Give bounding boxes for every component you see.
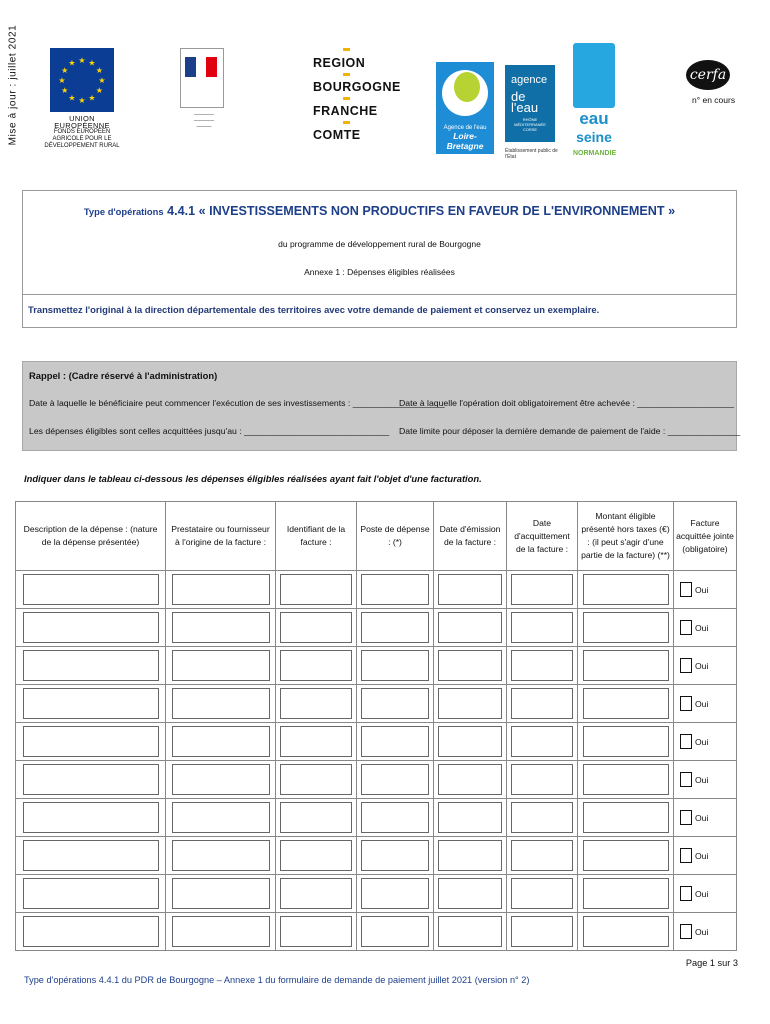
checkbox-label: Oui xyxy=(695,622,709,633)
table-cell xyxy=(357,723,434,761)
amount-field[interactable] xyxy=(583,574,669,605)
table-cell xyxy=(357,609,434,647)
checkbox-icon[interactable] xyxy=(680,924,692,939)
table-cell xyxy=(674,913,737,951)
table-cell xyxy=(16,609,166,647)
agence-rmc-caption: Établissement public de l'État xyxy=(505,148,558,160)
paid-date-field[interactable] xyxy=(511,764,573,795)
description-field[interactable] xyxy=(23,574,159,605)
eu-star-icon: ★ xyxy=(61,86,69,95)
table-cell xyxy=(357,799,434,837)
issue-date-field[interactable] xyxy=(438,612,502,643)
table-cell xyxy=(578,837,674,875)
paid-date-field[interactable] xyxy=(511,574,573,605)
table-cell xyxy=(276,875,357,913)
eu-star-icon: ★ xyxy=(88,58,96,68)
supplier-field[interactable] xyxy=(172,574,270,605)
eu-caption-sub: FONDS EUROPÉEN AGRICOLE POUR LE DÉVELOPPEMENT RURAL xyxy=(44,129,120,149)
invoice-attached-checkbox[interactable] xyxy=(674,772,736,787)
eu-star-icon: ★ xyxy=(88,93,96,103)
eu-caption xyxy=(42,115,122,150)
issue-date-field[interactable] xyxy=(438,802,502,833)
table-cell xyxy=(507,913,578,951)
issue-date-field[interactable] xyxy=(438,650,502,681)
table-cell xyxy=(357,761,434,799)
amount-field[interactable] xyxy=(583,764,669,795)
checkbox-label: Oui xyxy=(695,774,709,785)
amount-field[interactable] xyxy=(583,688,669,719)
checkbox-label: Oui xyxy=(695,888,709,899)
checkbox-label: Oui xyxy=(695,660,709,671)
table-cell xyxy=(16,761,166,799)
checkbox-icon[interactable] xyxy=(680,658,692,673)
table-cell xyxy=(507,875,578,913)
supplier-field[interactable] xyxy=(172,726,270,757)
description-field[interactable] xyxy=(23,764,159,795)
paid-date-field[interactable] xyxy=(511,688,573,719)
invoice-attached-checkbox[interactable] xyxy=(674,810,736,825)
supplier-field[interactable] xyxy=(172,650,270,681)
supplier-field[interactable] xyxy=(172,612,270,643)
table-row xyxy=(16,761,737,799)
table-header-row xyxy=(16,502,737,571)
invoice-id-field[interactable] xyxy=(280,650,352,681)
footer-text: Type d'opérations 4.4.1 du PDR de Bourgogne – Annexe 1 du formulaire de demande de paiement juillet 2021 (version n° 2) xyxy=(24,975,530,985)
table-cell xyxy=(578,685,674,723)
table-cell xyxy=(434,609,507,647)
description-field[interactable] xyxy=(23,726,159,757)
checkbox-label: Oui xyxy=(695,850,709,861)
eu-star-icon: ★ xyxy=(98,76,106,85)
republique-francaise-logo xyxy=(180,48,224,108)
table-cell xyxy=(166,761,276,799)
table-cell xyxy=(166,837,276,875)
table-cell xyxy=(674,837,737,875)
table-cell xyxy=(674,723,737,761)
table-cell xyxy=(507,723,578,761)
table-cell xyxy=(357,837,434,875)
table-cell xyxy=(578,799,674,837)
expense-item-field[interactable] xyxy=(361,688,429,719)
table-cell xyxy=(166,723,276,761)
rappel-title: Rappel : (Cadre réservé à l'administration) xyxy=(29,370,218,381)
checkbox-icon[interactable] xyxy=(680,696,692,711)
table-cell xyxy=(578,571,674,609)
issue-date-field[interactable] xyxy=(438,840,502,871)
checkbox-icon[interactable] xyxy=(680,886,692,901)
table-cell xyxy=(434,799,507,837)
table-row xyxy=(16,609,737,647)
amount-field[interactable] xyxy=(583,612,669,643)
eu-star-icon: ★ xyxy=(95,66,103,75)
paid-date-field[interactable] xyxy=(511,916,573,947)
table-cell xyxy=(434,647,507,685)
eu-star-icon: ★ xyxy=(68,93,76,103)
table-cell xyxy=(16,685,166,723)
table-cell xyxy=(276,609,357,647)
col-expense-item-header: Poste de dépense : (*) xyxy=(357,502,434,571)
table-cell xyxy=(166,571,276,609)
rappel-admin-box xyxy=(22,361,741,451)
table-cell xyxy=(16,647,166,685)
expense-item-field[interactable] xyxy=(361,878,429,909)
table-cell xyxy=(276,685,357,723)
invoice-id-field[interactable] xyxy=(280,916,352,947)
description-field[interactable] xyxy=(23,840,159,871)
paid-date-field[interactable] xyxy=(511,650,573,681)
amount-field[interactable] xyxy=(583,650,669,681)
table-cell xyxy=(434,875,507,913)
table-cell xyxy=(507,685,578,723)
col-invoice-attached-header: Facture acquittée jointe (obligatoire) xyxy=(674,502,737,571)
table-cell xyxy=(578,647,674,685)
expense-item-field[interactable] xyxy=(361,764,429,795)
table-row xyxy=(16,647,737,685)
col-description-header: Description de la dépense : (nature de la dépense présentée) xyxy=(16,502,166,571)
table-cell xyxy=(276,799,357,837)
checkbox-icon[interactable] xyxy=(680,848,692,863)
checkbox-label: Oui xyxy=(695,926,709,937)
start-date-line: Date à laquelle le bénéficiaire peut commencer l'exécution de ses investissements : ___________________ xyxy=(29,398,445,408)
supplier-field[interactable] xyxy=(172,878,270,909)
eu-caption-title: UNION EUROPÉENNE xyxy=(54,114,110,130)
table-cell xyxy=(507,609,578,647)
checkbox-icon[interactable] xyxy=(680,810,692,825)
expense-item-field[interactable] xyxy=(361,802,429,833)
table-cell xyxy=(578,913,674,951)
agence-eau-loire-bretagne-logo: Agence de l'eau Loire-Bretagne xyxy=(436,62,494,154)
issue-date-field[interactable] xyxy=(438,726,502,757)
supplier-field[interactable] xyxy=(172,802,270,833)
invoice-id-field[interactable] xyxy=(280,574,352,605)
table-cell xyxy=(578,609,674,647)
invoice-attached-checkbox[interactable] xyxy=(674,658,736,673)
table-row xyxy=(16,913,737,951)
paid-until-line: Les dépenses éligibles sont celles acquittées jusqu'au : ______________________________ xyxy=(29,426,390,436)
table-cell xyxy=(276,647,357,685)
invoice-id-field[interactable] xyxy=(280,726,352,757)
table-instruction: Indiquer dans le tableau ci-dessous les dépenses éligibles réalisées ayant fait l'objet d'une facturation. xyxy=(24,473,482,484)
invoice-attached-checkbox[interactable] xyxy=(674,734,736,749)
amount-field[interactable] xyxy=(583,840,669,871)
table-cell xyxy=(507,799,578,837)
transmit-instruction: Transmettez l'original à la direction départementale des territoires avec votre demande de paiement et conservez un exemplaire. xyxy=(28,304,600,315)
col-supplier-header: Prestataire ou fournisseur à l'origine de la facture : xyxy=(166,502,276,571)
supplier-field[interactable] xyxy=(172,916,270,947)
table-cell xyxy=(166,609,276,647)
invoice-id-field[interactable] xyxy=(280,878,352,909)
table-cell xyxy=(507,571,578,609)
paid-date-field[interactable] xyxy=(511,840,573,871)
invoice-attached-checkbox[interactable] xyxy=(674,924,736,939)
cerfa-number: n° en cours xyxy=(692,95,736,105)
table-cell xyxy=(166,913,276,951)
eu-star-icon: ★ xyxy=(78,56,86,65)
table-cell xyxy=(578,761,674,799)
region-bourgogne-franche-comte-logo: REGION BOURGOGNE FRANCHE COMTE xyxy=(305,48,405,148)
table-cell xyxy=(357,571,434,609)
form-title: Type d'opérations 4.4.1 « INVESTISSEMENTS NON PRODUCTIFS EN FAVEUR DE L'ENVIRONNEMENT » xyxy=(83,204,676,218)
checkbox-label: Oui xyxy=(695,698,709,709)
table-cell xyxy=(434,913,507,951)
expense-item-field[interactable] xyxy=(361,840,429,871)
table-row xyxy=(16,723,737,761)
table-cell xyxy=(276,837,357,875)
paid-date-field[interactable] xyxy=(511,802,573,833)
ministry-caption: ———— ———— ——— xyxy=(194,112,214,130)
eau-seine-normandie-logo: eau seine NORMANDIE xyxy=(573,43,615,167)
table-cell xyxy=(578,875,674,913)
table-cell xyxy=(434,723,507,761)
table-row xyxy=(16,799,737,837)
issue-date-field[interactable] xyxy=(438,764,502,795)
expense-item-field[interactable] xyxy=(361,574,429,605)
col-paid-date-header: Date d'acquittement de la facture : xyxy=(507,502,578,571)
eu-flag-logo xyxy=(50,48,114,112)
update-stamp: Mise à jour : juillet 2021 xyxy=(7,24,19,146)
table-cell xyxy=(507,837,578,875)
table-cell xyxy=(434,761,507,799)
col-issue-date-header: Date d'émission de la facture : xyxy=(434,502,507,571)
checkbox-label: Oui xyxy=(695,812,709,823)
expense-item-field[interactable] xyxy=(361,650,429,681)
amount-field[interactable] xyxy=(583,916,669,947)
description-field[interactable] xyxy=(23,802,159,833)
table-cell xyxy=(16,799,166,837)
annex-title: Annexe 1 : Dépenses éligibles réalisées xyxy=(304,267,455,277)
table-row xyxy=(16,685,737,723)
description-field[interactable] xyxy=(23,878,159,909)
table-cell xyxy=(507,761,578,799)
invoice-id-field[interactable] xyxy=(280,802,352,833)
amount-field[interactable] xyxy=(583,726,669,757)
invoice-id-field[interactable] xyxy=(280,688,352,719)
table-cell xyxy=(276,913,357,951)
col-amount-header: Montant éligible présenté hors taxes (€) : (il peut s'agir d'une partie de la facture) (**) xyxy=(578,502,674,571)
description-field[interactable] xyxy=(23,688,159,719)
page-number: Page 1 sur 3 xyxy=(685,958,738,968)
checkbox-icon[interactable] xyxy=(680,772,692,787)
agence-eau-rmc-logo: agence de l'eau RHÔNE MÉDITERRANÉE CORSE xyxy=(505,65,555,142)
table-cell xyxy=(16,875,166,913)
checkbox-icon[interactable] xyxy=(680,734,692,749)
paid-date-field[interactable] xyxy=(511,726,573,757)
table-cell xyxy=(674,875,737,913)
eu-star-icon: ★ xyxy=(61,66,69,75)
table-cell xyxy=(507,647,578,685)
checkbox-icon[interactable] xyxy=(680,620,692,635)
issue-date-field[interactable] xyxy=(438,688,502,719)
expense-item-field[interactable] xyxy=(361,726,429,757)
table-row xyxy=(16,837,737,875)
invoice-attached-checkbox[interactable] xyxy=(674,848,736,863)
cerfa-logo: cerfa xyxy=(686,60,730,90)
table-cell xyxy=(674,761,737,799)
col-invoice-id-header: Identifiant de la facture : xyxy=(276,502,357,571)
eu-star-icon: ★ xyxy=(58,76,66,85)
table-cell xyxy=(166,685,276,723)
table-cell xyxy=(276,723,357,761)
supplier-field[interactable] xyxy=(172,688,270,719)
table-cell xyxy=(674,685,737,723)
table-cell xyxy=(16,837,166,875)
end-date-line: Date à laquelle l'opération doit obligatoirement être achevée : ____________________ xyxy=(399,398,734,408)
table-cell xyxy=(674,609,737,647)
paid-date-field[interactable] xyxy=(511,878,573,909)
table-cell xyxy=(674,571,737,609)
table-cell xyxy=(357,875,434,913)
invoice-attached-checkbox[interactable] xyxy=(674,582,736,597)
checkbox-label: Oui xyxy=(695,584,709,595)
eu-star-icon: ★ xyxy=(78,96,86,105)
last-request-line: Date limite pour déposer la dernière demande de paiement de l'aide : _______________ xyxy=(399,426,741,436)
table-row xyxy=(16,571,737,609)
table-cell xyxy=(434,571,507,609)
supplier-field[interactable] xyxy=(172,840,270,871)
invoice-id-field[interactable] xyxy=(280,840,352,871)
eu-star-icon: ★ xyxy=(95,86,103,95)
invoice-attached-checkbox[interactable] xyxy=(674,696,736,711)
amount-field[interactable] xyxy=(583,878,669,909)
paid-date-field[interactable] xyxy=(511,612,573,643)
table-cell xyxy=(357,647,434,685)
expense-item-field[interactable] xyxy=(361,916,429,947)
description-field[interactable] xyxy=(23,650,159,681)
table-cell xyxy=(578,723,674,761)
eu-star-icon: ★ xyxy=(68,58,76,68)
issue-date-field[interactable] xyxy=(438,916,502,947)
description-field[interactable] xyxy=(23,612,159,643)
form-subtitle: du programme de développement rural de Bourgogne xyxy=(278,239,481,249)
table-cell xyxy=(16,723,166,761)
description-field[interactable] xyxy=(23,916,159,947)
issue-date-field[interactable] xyxy=(438,878,502,909)
supplier-field[interactable] xyxy=(172,764,270,795)
expense-item-field[interactable] xyxy=(361,612,429,643)
table-cell xyxy=(166,647,276,685)
table-cell xyxy=(276,761,357,799)
title-box xyxy=(22,190,737,328)
expenses-table xyxy=(15,501,737,951)
table-cell xyxy=(357,685,434,723)
table-cell xyxy=(674,799,737,837)
invoice-attached-checkbox[interactable] xyxy=(674,620,736,635)
table-cell xyxy=(434,837,507,875)
issue-date-field[interactable] xyxy=(438,574,502,605)
table-row xyxy=(16,875,737,913)
table-cell xyxy=(276,571,357,609)
invoice-id-field[interactable] xyxy=(280,612,352,643)
invoice-attached-checkbox[interactable] xyxy=(674,886,736,901)
checkbox-icon[interactable] xyxy=(680,582,692,597)
checkbox-label: Oui xyxy=(695,736,709,747)
invoice-id-field[interactable] xyxy=(280,764,352,795)
table-cell xyxy=(166,875,276,913)
table-cell xyxy=(16,913,166,951)
table-cell xyxy=(166,799,276,837)
table-cell xyxy=(357,913,434,951)
table-cell xyxy=(674,647,737,685)
table-cell xyxy=(434,685,507,723)
table-cell xyxy=(16,571,166,609)
amount-field[interactable] xyxy=(583,802,669,833)
